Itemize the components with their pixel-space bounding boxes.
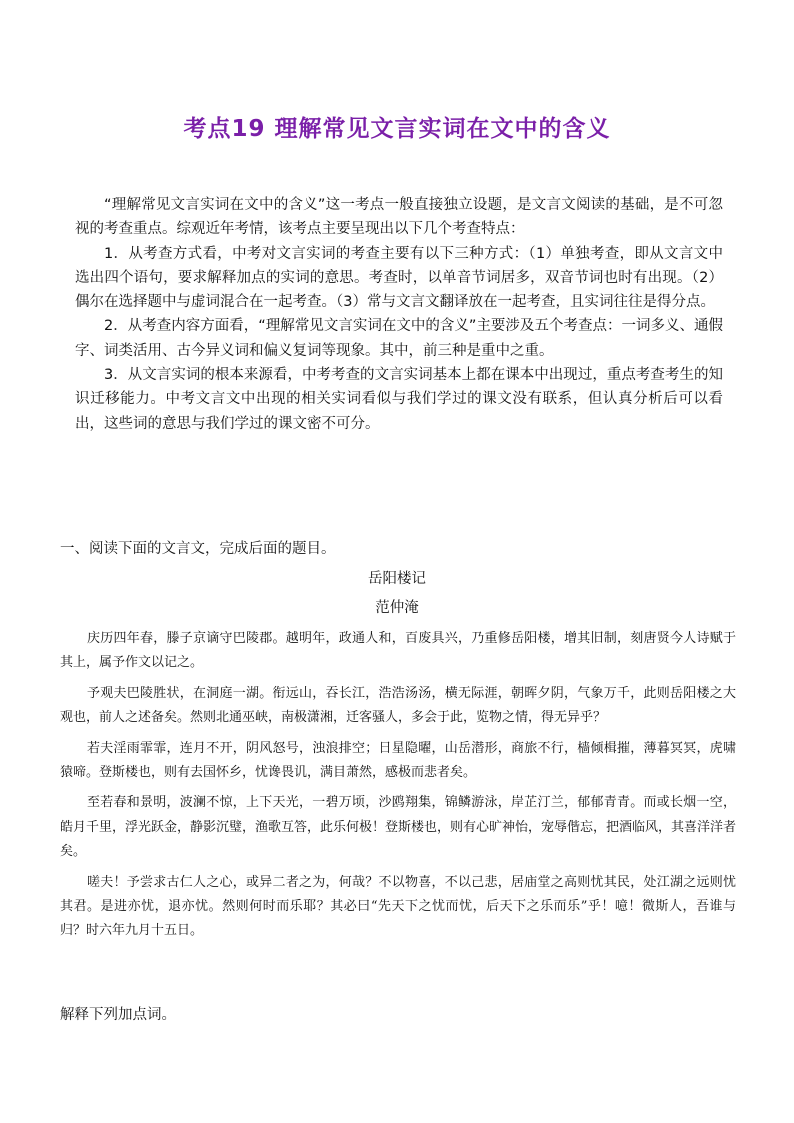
essay-title: 岳阳楼记 — [368, 571, 426, 587]
task-instruction: 解释下列加点词。 — [60, 1007, 176, 1023]
page-title: 考点19 理解常见文言实词在文中的含义 — [183, 116, 611, 142]
intro-paragraph: 2．从考查内容方面看，“理解常见文言实词在文中的含义”主要涉及五个考查点：一词多义、通假字、词类活用、古今异义词和偏义复词等现象。其中，前三种是重中之重。 — [75, 318, 723, 359]
essay-paragraph: 至若春和景明，波澜不惊，上下天光，一碧万顷，沙鸥翔集，锦鳞游泳，岸芷汀兰，郁郁青青。而或长烟一空，皓月千里，浮光跃金，静影沉璧，渔歌互答，此乐何极！登斯楼也，则有心旷神怡，宠辱偕忘，把酒临风，其喜洋洋者矣。 — [60, 795, 737, 860]
intro-section — [75, 193, 723, 436]
intro-paragraph: 3．从文言实词的根本来源看，中考考查的文言实词基本上都在课本中出现过，重点考查考生的知识迁移能力。中考文言文中出现的相关实词看似与我们学过的课文没有联系，但认真分析后可以看出，这些词的意思与我们学过的课文密不可分。 — [75, 367, 723, 432]
intro-paragraph: 1．从考查方式看，中考对文言实词的考查主要有以下三种方式：（1）单独考查，即从文言文中选出四个语句，要求解释加点的实词的意思。考查时，以单音节词居多，双音节词也时有出现。（2）偶尔在选择题中与虚词混合在一起考查。（3）常与文言文翻译放在一起考查，且实词往往是得分点。 — [75, 245, 723, 311]
essay-body — [60, 627, 736, 950]
essay-paragraph: 若夫淫雨霏霏，连月不开，阴风怒号，浊浪排空；日星隐曜，山岳潜形，商旅不行，樯倾楫摧，薄暮冥冥，虎啸猿啼。登斯楼也，则有去国怀乡，忧谗畏讥，满目萧然，感极而悲者矣。 — [60, 740, 736, 781]
section-heading: 一、阅读下面的文言文，完成后面的题目。 — [60, 541, 336, 557]
essay-paragraph: 庆历四年春，滕子京谪守巴陵郡。越明年，政通人和，百废具兴，乃重修岳阳楼，增其旧制，刻唐贤今人诗赋于其上，属予作文以记之。 — [60, 631, 736, 671]
essay-author: 范仲淹 — [375, 600, 419, 616]
essay-paragraph: 嗟夫！予尝求古仁人之心，或异二者之为，何哉？不以物喜，不以己悲，居庙堂之高则忧其民，处江湖之远则忧其君。是进亦忧，退亦忧。然则何时而乐耶？其必曰“先天下之忧而忧，后天下之乐而乐”乎！噫！微斯人，吾谁与归？时六年九月十五日。 — [60, 874, 736, 939]
essay-paragraph: 予观夫巴陵胜状，在洞庭一湖。衔远山，吞长江，浩浩汤汤，横无际涯，朝晖夕阴，气象万千，此则岳阳楼之大观也，前人之述备矣。然则北通巫峡，南极潇湘，迁客骚人，多会于此，览物之情，得无异乎？ — [60, 685, 736, 726]
intro-paragraph: “理解常见文言实词在文中的含义”这一考点一般直接独立设题，是文言文阅读的基础，是不可忽视的考查重点。综观近年考情，该考点主要呈现出以下几个考查特点： — [75, 197, 723, 238]
